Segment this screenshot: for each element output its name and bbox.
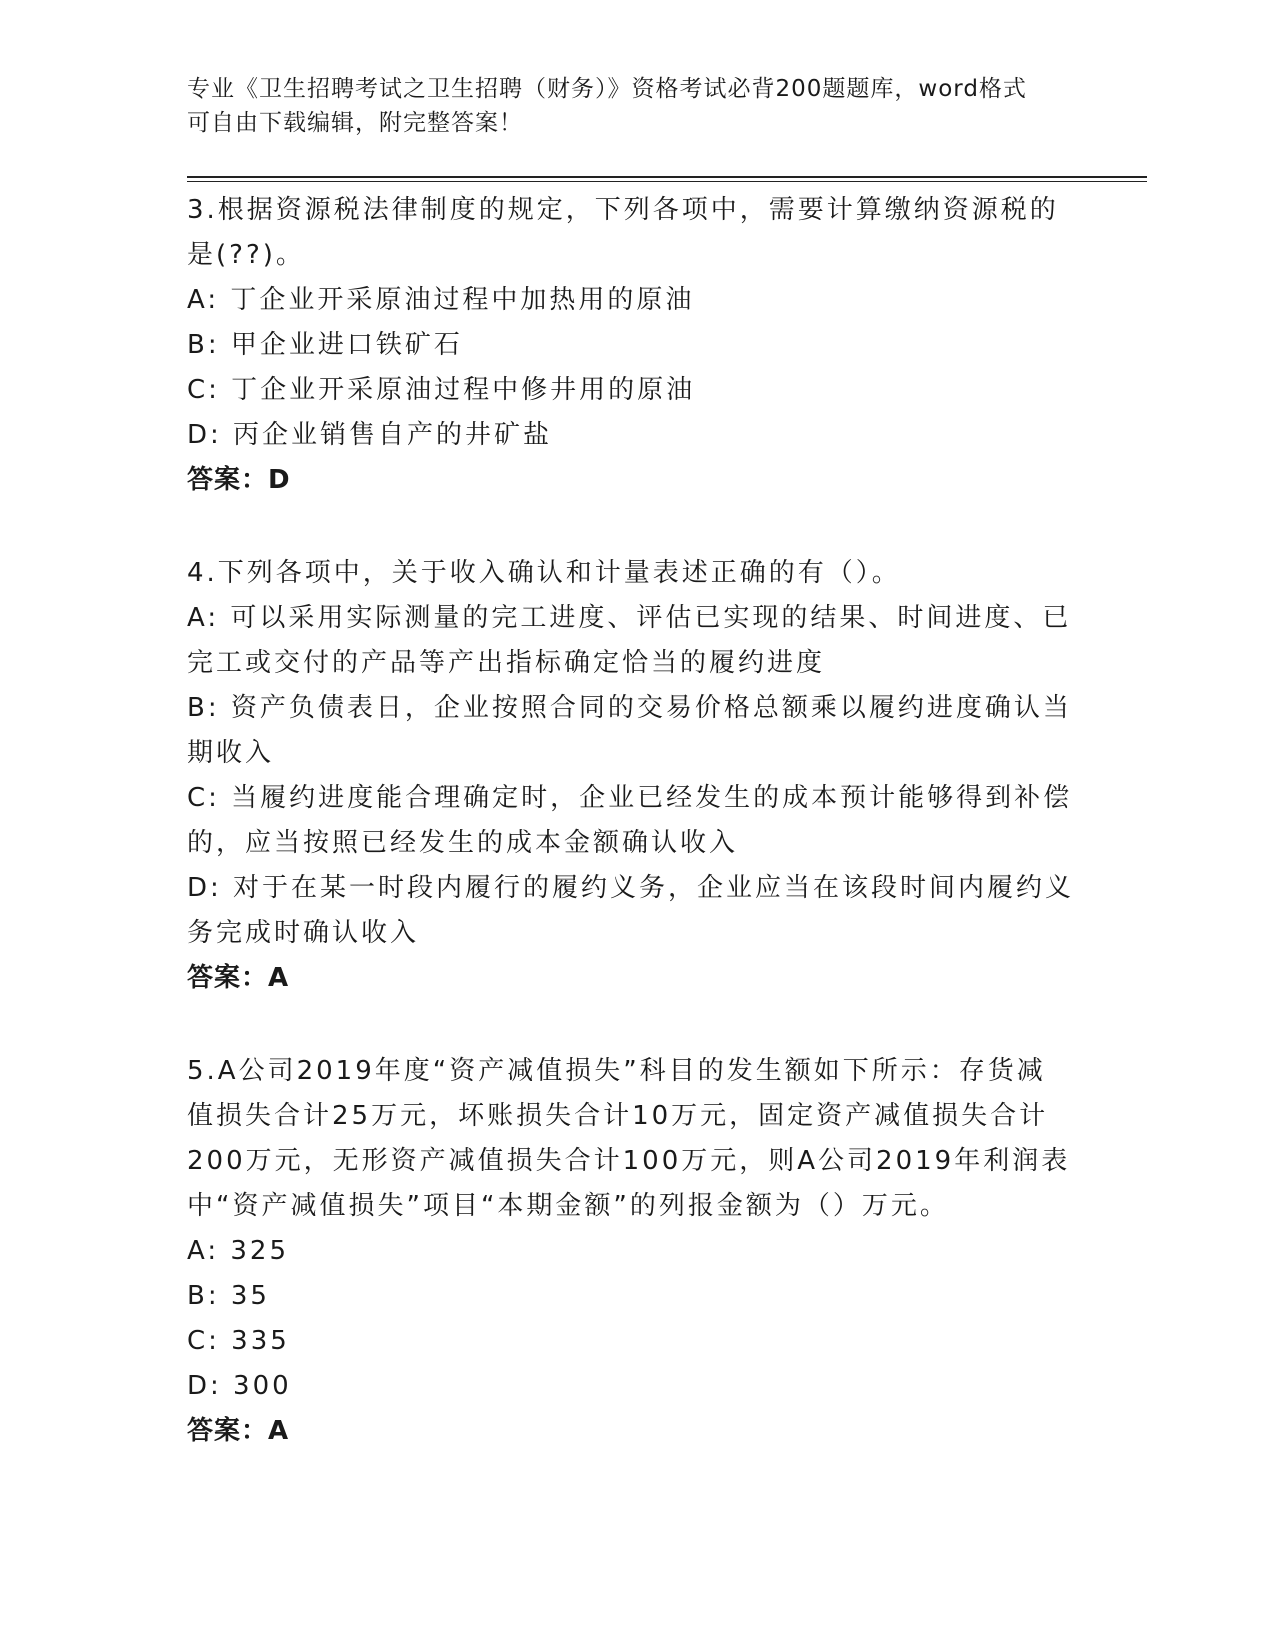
answer-label: 答案：: [187, 963, 269, 993]
header-line-1: 专业《卫生招聘考试之卫生招聘（财务）》资格考试必背200题题库，word格式: [187, 76, 1027, 102]
header-divider-thin: [187, 181, 1147, 182]
question-list: [187, 188, 1077, 1502]
option-a: A: 可以采用实际测量的完工进度、评估已实现的结果、时间进度、已: [187, 603, 1072, 633]
question-stem-line: 5.A公司2019年度“资产减值损失”科目的发生额如下所示：存货减: [187, 1056, 1046, 1086]
header-divider-thick: [187, 176, 1147, 178]
header-line-2: 可自由下载编辑，附完整答案！: [187, 110, 523, 136]
option-b-continued: 期收入: [187, 738, 275, 768]
question-stem-line: 中“资产减值损失”项目“本期金额”的列报金额为（）万元。: [187, 1191, 949, 1221]
option-a-continued: 完工或交付的产品等产出指标确定恰当的履约进度: [187, 648, 826, 678]
answer-value: A: [268, 963, 290, 993]
answer-value: A: [268, 1416, 290, 1446]
option-a: A: 325: [187, 1236, 289, 1266]
option-b: B: 35: [187, 1281, 270, 1311]
question-stem-line: 4.下列各项中，关于收入确认和计量表述正确的有（）。: [187, 558, 901, 588]
question-stem-line: 值损失合计25万元，坏账损失合计10万元，固定资产减值损失合计: [187, 1101, 1049, 1131]
question-4: [187, 551, 1077, 1001]
option-c: C: 当履约进度能合理确定时，企业已经发生的成本预计能够得到补偿: [187, 783, 1073, 813]
option-c: C: 335: [187, 1326, 290, 1356]
question-stem-line: 3.根据资源税法律制度的规定，下列各项中，需要计算缴纳资源税的: [187, 195, 1059, 225]
answer: [187, 458, 1077, 503]
answer-label: 答案：: [187, 1416, 269, 1446]
document-header: [187, 72, 1087, 140]
question-stem-line: 是(??)。: [187, 240, 305, 270]
question-5: [187, 1049, 1077, 1454]
option-d: D: 对于在某一时段内履行的履约义务，企业应当在该段时间内履约义: [187, 873, 1075, 903]
question-3: [187, 188, 1077, 503]
option-c-continued: 的，应当按照已经发生的成本金额确认收入: [187, 828, 739, 858]
option-b: B: 资产负债表日，企业按照合同的交易价格总额乘以履约进度确认当: [187, 693, 1072, 723]
answer-value: D: [268, 465, 291, 495]
option-d: D: 丙企业销售自产的井矿盐: [187, 420, 553, 450]
question-stem-line: 200万元，无形资产减值损失合计100万元，则A公司2019年利润表: [187, 1146, 1071, 1176]
option-a: A: 丁企业开采原油过程中加热用的原油: [187, 285, 695, 315]
answer-label: 答案：: [187, 465, 269, 495]
answer: [187, 956, 1077, 1001]
answer: [187, 1409, 1077, 1454]
option-d-continued: 务完成时确认收入: [187, 918, 420, 948]
option-c: C: 丁企业开采原油过程中修井用的原油: [187, 375, 696, 405]
option-d: D: 300: [187, 1371, 292, 1401]
option-b: B: 甲企业进口铁矿石: [187, 330, 463, 360]
